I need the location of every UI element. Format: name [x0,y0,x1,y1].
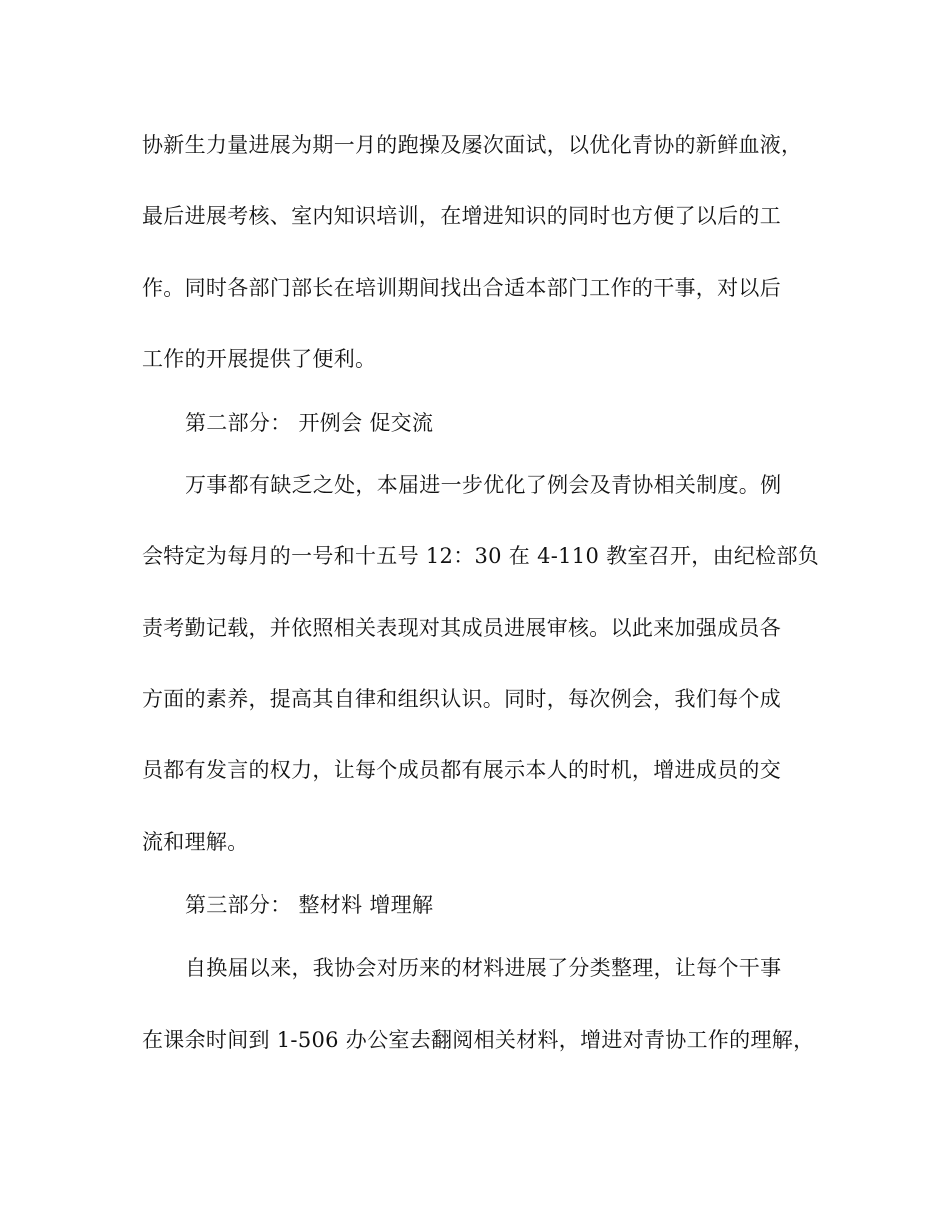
paragraph-line: 自换届以来，我协会对历来的材料进展了分类整理，让每个干事 [185,956,782,980]
paragraph-line: 责考勤记载，并依照相关表现对其成员进展审核。以此来加强成员各 [142,616,781,640]
paragraph-line: 万事都有缺乏之处，本届进一步优化了例会及青协相关制度。例 [185,473,782,497]
paragraph-line: 最后进展考核、室内知识培训，在增进知识的同时也方便了以后的工 [142,204,781,228]
paragraph-line: 方面的素养，提高其自律和组织认识。同时，每次例会，我们每个成 [142,687,781,711]
paragraph-line: 作。同时各部门部长在培训期间找出合适本部门工作的干事，对以后 [142,276,781,300]
paragraph-line: 流和理解。 [142,830,249,854]
paragraph-line: 在课余时间到 1-506 办公室去翻阅相关材料，增进对青协工作的理解， [142,1028,815,1052]
paragraph-line: 协新生力量进展为期一月的跑操及屡次面试，以优化青协的新鲜血液， [142,133,803,157]
section-heading: 第三部分： 整材料 增理解 [185,893,434,917]
paragraph-line: 会特定为每月的一号和十五号 12：30 在 4-110 教室召开，由纪检部负 [142,544,820,568]
paragraph-line: 员都有发言的权力，让每个成员都有展示本人的时机，增进成员的交 [142,758,781,782]
paragraph-line: 工作的开展提供了便利。 [142,347,377,371]
section-heading: 第二部分： 开例会 促交流 [185,411,434,435]
